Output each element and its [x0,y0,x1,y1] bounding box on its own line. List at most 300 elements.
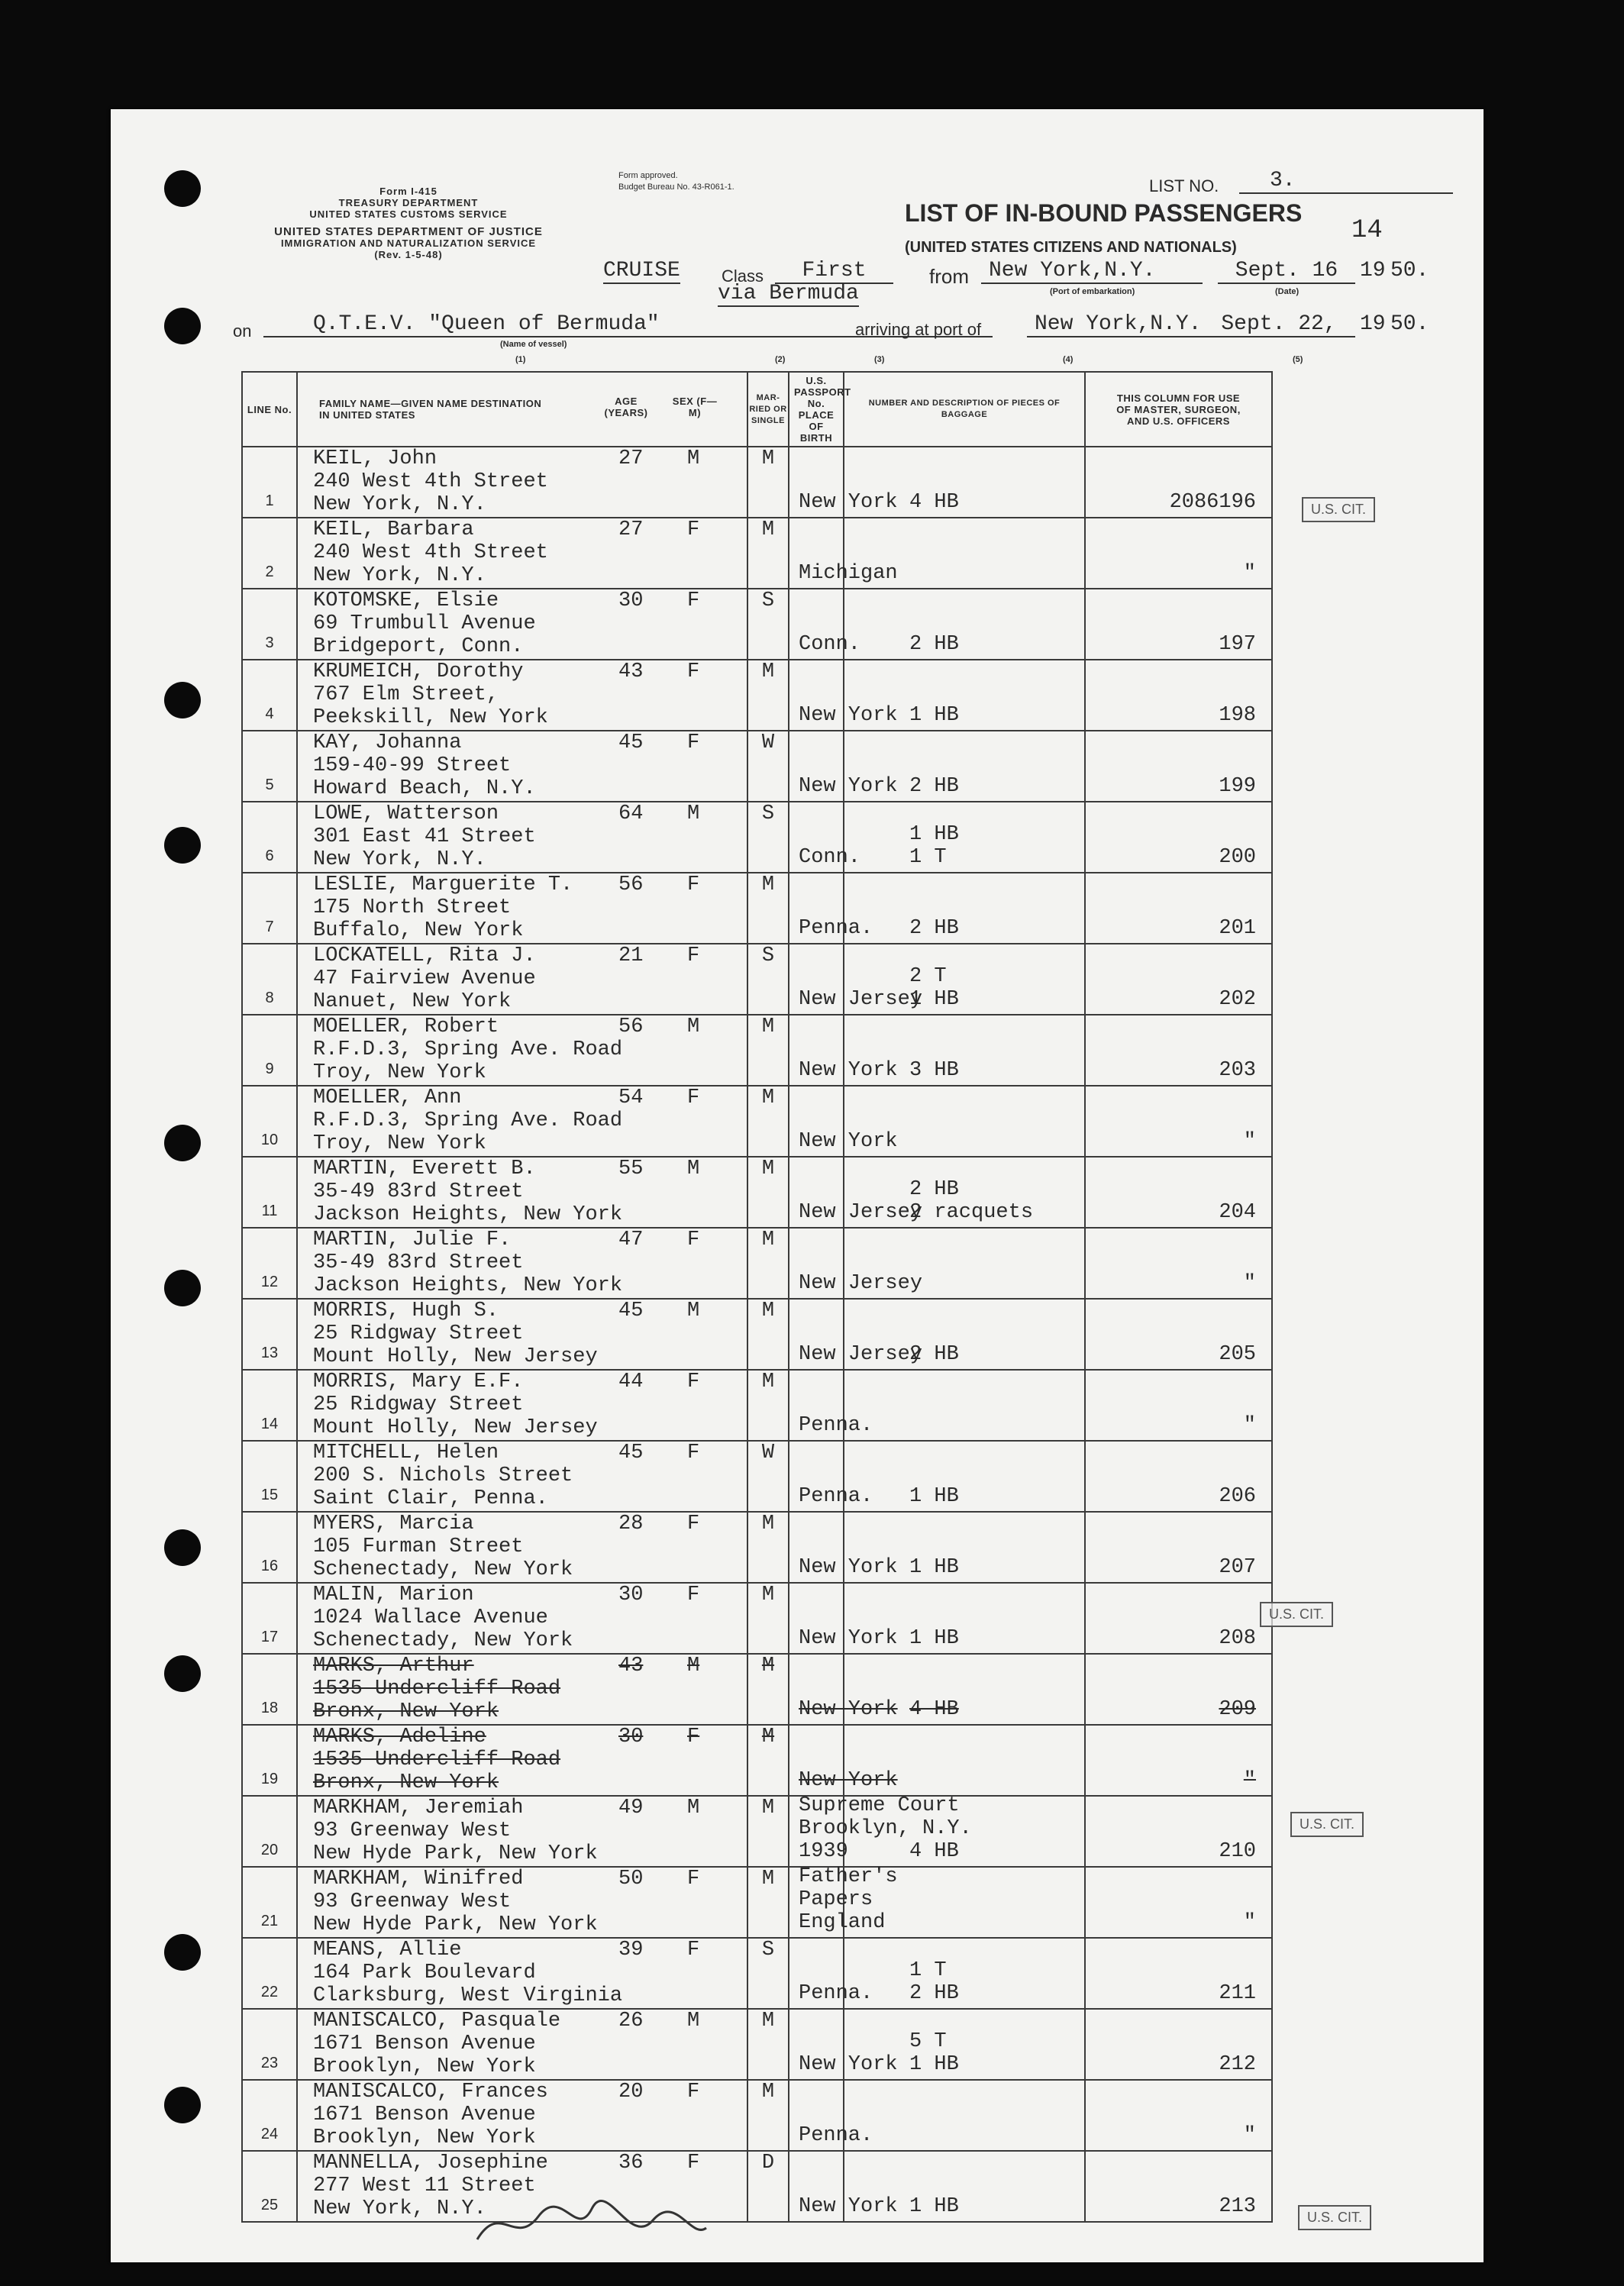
name-stack [313,944,536,1013]
officer-entry: " [1243,2124,1256,2147]
line-number: 18 [260,1700,279,1716]
baggage-cell [844,2080,1085,2151]
birthplace-cell [789,2151,898,2222]
baggage: 1 HB [909,2195,959,2218]
age: 54 [618,1086,644,1109]
line-number: 5 [265,777,274,793]
spacer-cell [1272,873,1454,944]
place-of-birth: New Jersey [799,1201,923,1224]
passenger-table [241,371,1455,2223]
punch-hole [164,1655,201,1692]
officer-entry: 213 [1219,2195,1256,2218]
line-number: 20 [260,1842,279,1858]
birthplace-cell [789,589,861,660]
name-cell [297,1512,747,1583]
age: 55 [618,1158,644,1180]
line-number-cell [242,1370,297,1441]
baggage-cell [844,731,1085,802]
line-number: 6 [265,848,274,864]
port-of-embarkation: New York,N.Y. [981,259,1203,284]
baggage: 1 HB [909,1485,959,1508]
line-number: 14 [260,1416,279,1432]
birthplace-cell [789,1441,873,1512]
spacer-cell [1272,2080,1454,2151]
spacer-cell [1272,1086,1454,1157]
marital-cell [747,1938,789,2009]
officer-signature [470,2186,714,2255]
name-stack [313,1726,560,1794]
marital-status: M [761,1868,775,1890]
sex: F [687,873,700,896]
col-header-married: MAR-RIED OR SINGLE [747,372,789,447]
line-number: 16 [260,1558,279,1574]
name-cell [297,802,747,873]
marital-cell [747,1441,789,1512]
marital-cell [747,944,789,1015]
address-line-1: R.F.D.3, Spring Ave. Road [313,1109,623,1132]
age: 39 [618,1939,644,1962]
birthplace-cell [789,944,923,1015]
baggage: 2 HB 2 racquets [909,1178,1034,1224]
address-line-1: 47 Fairview Avenue [313,967,536,990]
marital-cell [747,1370,789,1441]
name-stack [313,1300,598,1368]
place-of-birth: New York [799,704,898,727]
table-row [242,1796,1454,1867]
name-cell [297,589,747,660]
line-number: 13 [260,1345,279,1361]
marital-cell [747,589,789,660]
birthplace-cell [789,731,898,802]
spacer-cell [1272,2009,1454,2080]
line-number-cell [242,2009,297,2080]
passenger-name: KEIL, Barbara [313,518,474,541]
birthplace-cell [789,873,873,944]
marital-status: M [761,1229,775,1251]
passenger-name: MARKS, Adeline [313,1726,486,1748]
line-number-cell [242,1583,297,1654]
address-line-1: 301 East 41 Street [313,825,536,848]
form-number: Form I-415 [379,186,437,197]
col-num-1: (1) [515,355,526,364]
line-number-cell [242,1299,297,1370]
line-number-cell [242,1867,297,1938]
officer-entry: 212 [1219,2053,1256,2076]
punch-hole [164,170,201,207]
marital-status: D [761,2152,775,2175]
line-number: 15 [260,1487,279,1503]
address-line-2: Bronx, New York [313,1771,499,1794]
officer-cell [1085,1441,1272,1512]
birthplace-cell [789,660,898,731]
marital-cell [747,1299,789,1370]
place-of-birth: Father's Papers England [799,1865,898,1934]
departure-date: Sept. 16 [1218,259,1355,284]
address-line-1: 105 Furman Street [313,1535,524,1558]
table-row [242,518,1454,589]
spacer-cell [1272,1370,1454,1441]
sex: F [687,2152,700,2175]
age: 45 [618,731,644,754]
marital-cell [747,2151,789,2222]
address-line-1: 200 S. Nichols Street [313,1464,573,1487]
address-line-1: 25 Ridgway Street [313,1322,524,1345]
address-line-1: R.F.D.3, Spring Ave. Road [313,1038,623,1061]
line-number-cell [242,589,297,660]
marital-status: M [761,447,775,470]
marital-status: S [761,944,775,967]
officer-cell [1085,660,1272,731]
passenger-name: MYERS, Marcia [313,1513,474,1535]
table-row [242,1938,1454,2009]
spacer-cell [1272,731,1454,802]
marital-status: M [761,1371,775,1393]
marital-cell [747,802,789,873]
marital-cell [747,1654,789,1725]
table-row [242,944,1454,1015]
birthplace-cell [789,1228,923,1299]
baggage-cell [844,944,1085,1015]
name-stack [313,873,573,942]
passenger-name: LOWE, Watterson [313,802,499,825]
address-line-2: Schenectady, New York [313,1558,573,1581]
address-line-2: New York, N.Y. [313,2197,486,2220]
ins-label: IMMIGRATION AND NATURALIZATION SERVICE [280,237,537,249]
line-number-cell [242,944,297,1015]
baggage: 1 HB 1 T [909,823,959,869]
marital-status: M [761,1300,775,1322]
passenger-name: KOTOMSKE, Elsie [313,589,499,612]
officer-entry: 199 [1219,775,1256,798]
passenger-name: MEANS, Allie [313,1939,462,1962]
officer-cell [1085,2151,1272,2222]
line-number-cell [242,1725,297,1796]
age: 27 [618,447,644,470]
marital-cell [747,1015,789,1086]
address-line-1: 93 Greenway West [313,1819,512,1842]
justice-label: UNITED STATES DEPARTMENT OF JUSTICE [274,225,543,238]
officer-cell [1085,1086,1272,1157]
baggage-cell [844,1583,1085,1654]
departure-year: 50. [1390,259,1429,283]
table-row [242,873,1454,944]
line-number: 10 [260,1132,279,1148]
place-of-birth: New York [799,1059,898,1082]
passenger-name: MITCHELL, Helen [313,1442,499,1464]
officer-cell [1085,1654,1272,1725]
sex: F [687,1442,700,1464]
line-number: 24 [260,2126,279,2142]
age: 30 [618,1726,644,1748]
baggage: 1 HB [909,1627,959,1650]
sex: F [687,2081,700,2104]
baggage-cell [844,1938,1085,2009]
birthplace-cell [789,1654,898,1725]
birthplace-cell [789,802,861,873]
arriving-label: arriving at port of [855,320,982,339]
marital-status: M [761,1797,775,1819]
marital-status: M [761,2010,775,2033]
passenger-name: MARTIN, Everett B. [313,1158,536,1180]
passenger-name: MARKHAM, Winifred [313,1868,524,1890]
port-embark-caption: (Port of embarkation) [1050,287,1135,296]
col-num-4: (4) [1063,355,1074,364]
officer-cell [1085,1299,1272,1370]
marital-status: S [761,1939,775,1962]
table-row [242,1299,1454,1370]
age: 56 [618,1015,644,1038]
address-line-1: 175 North Street [313,896,512,919]
baggage: 4 HB [909,491,959,514]
baggage-cell [844,1015,1085,1086]
age: 21 [618,944,644,967]
col-header-name-text: FAMILY NAME—GIVEN NAME DESTINATION IN UNITED STATES [319,398,542,421]
punch-hole [164,682,201,718]
table-row [242,1228,1454,1299]
col-header-sex: SEX (F—M) [672,396,718,418]
line-number: 7 [265,919,274,935]
us-citizen-stamp: U.S. CIT. [1260,1602,1333,1627]
spacer-cell [1272,660,1454,731]
baggage-cell [844,1654,1085,1725]
name-cell [297,1583,747,1654]
col-num-3: (3) [874,355,885,364]
via-route: via Bermuda [718,282,859,305]
address-line-1: 767 Elm Street, [313,683,499,706]
form-approval [618,170,735,193]
line-number: 11 [261,1203,278,1219]
table-row [242,2080,1454,2151]
name-cell [297,1299,747,1370]
place-of-birth: Conn. [799,846,861,869]
name-cell [297,1086,747,1157]
marital-cell [747,1583,789,1654]
spacer-cell [1272,944,1454,1015]
address-line-2: Saint Clair, Penna. [313,1487,548,1510]
address-line-2: Buffalo, New York [313,919,524,942]
spacer-cell [1272,1512,1454,1583]
name-cell [297,1015,747,1086]
officer-cell [1085,589,1272,660]
line-number-cell [242,1938,297,2009]
officer-cell [1085,1370,1272,1441]
sex: M [687,1015,700,1038]
line-number: 19 [260,1771,279,1787]
age: 45 [618,1442,644,1464]
officer-entry: " [1243,562,1256,585]
birthplace-cell [789,1015,898,1086]
name-stack [313,1229,622,1297]
marital-status: S [761,802,775,825]
table-row [242,1370,1454,1441]
sex: F [687,518,700,541]
passenger-name: MORRIS, Hugh S. [313,1300,499,1322]
baggage-cell [844,1512,1085,1583]
baggage-cell [844,2151,1085,2222]
address-line-2: Troy, New York [313,1132,486,1155]
birthplace-cell [789,1299,923,1370]
spacer-cell [1272,1157,1454,1228]
col-header-name [297,372,747,447]
date-caption: (Date) [1275,287,1300,296]
from-label: from [929,265,969,288]
officer-entry: 197 [1219,633,1256,656]
officer-entry: " [1243,1911,1256,1934]
name-cell [297,2009,747,2080]
officer-entry: " [1243,1414,1256,1437]
name-cell [297,1157,747,1228]
place-of-birth: Conn. [799,633,861,656]
officer-cell [1085,1157,1272,1228]
marital-status: M [761,1158,775,1180]
name-cell [297,1441,747,1512]
address-line-2: Jackson Heights, New York [313,1274,623,1297]
line-number-cell [242,1654,297,1725]
birthplace-cell [789,2080,873,2151]
birthplace-cell [789,2009,898,2080]
marital-status: M [761,1513,775,1535]
treasury-label: TREASURY DEPARTMENT [338,197,479,208]
line-number-cell [242,1796,297,1867]
address-line-1: 277 West 11 Street [313,2175,536,2197]
line-number-cell [242,1015,297,1086]
name-cell [297,1654,747,1725]
spacer-cell [1272,1228,1454,1299]
baggage-cell [844,447,1085,518]
address-line-2: Jackson Heights, New York [313,1203,623,1226]
year-prefix: 19 [1360,259,1386,283]
officer-cell [1085,731,1272,802]
line-number-cell [242,2151,297,2222]
punch-hole [164,308,201,344]
table-row [242,731,1454,802]
officer-entry: 205 [1219,1343,1256,1366]
line-number-cell [242,1086,297,1157]
baggage: 2 HB [909,633,959,656]
spacer-cell [1272,1299,1454,1370]
baggage-cell [844,1299,1085,1370]
marital-status: M [761,518,775,541]
name-stack [313,1086,622,1155]
marital-cell [747,2009,789,2080]
age: 44 [618,1371,644,1393]
baggage: 2 HB [909,917,959,940]
officer-entry: 204 [1219,1201,1256,1224]
baggage-cell [844,802,1085,873]
approved-label: Form approved. [618,171,678,180]
marital-cell [747,1157,789,1228]
arrival-date: Sept. 22, [1203,312,1355,337]
passenger-name: KEIL, John [313,447,437,470]
sex: F [687,1513,700,1535]
baggage-cell [844,1867,1085,1938]
col-num-5: (5) [1293,355,1303,364]
spacer-cell [1272,518,1454,589]
line-number-cell [242,1441,297,1512]
spacer-cell [1272,1867,1454,1938]
line-number: 17 [260,1629,279,1645]
passenger-name: MOELLER, Robert [313,1015,499,1038]
marital-cell [747,1867,789,1938]
place-of-birth: Michigan [799,562,898,585]
table-header-row [242,372,1454,447]
address-line-1: 25 Ridgway Street [313,1393,524,1416]
officer-cell [1085,1867,1272,1938]
place-of-birth: Supreme Court Brooklyn, N.Y. 1939 [799,1794,972,1863]
marital-cell [747,1086,789,1157]
age: 43 [618,1655,644,1677]
age: 20 [618,2081,644,2104]
name-stack [313,1655,560,1723]
table-row [242,1015,1454,1086]
line-number: 9 [265,1061,274,1077]
passenger-name: KAY, Johanna [313,731,462,754]
baggage-cell [844,1157,1085,1228]
name-stack [313,731,536,800]
officer-entry: " [1243,1130,1256,1153]
name-stack [313,660,548,729]
col-num-2: (2) [775,355,786,364]
table-row [242,1654,1454,1725]
form-title: LIST OF IN-BOUND PASSENGERS [905,199,1303,227]
name-stack [313,1015,622,1084]
baggage-cell [844,518,1085,589]
passenger-name: MARTIN, Julie F. [313,1229,512,1251]
place-of-birth: New York [799,1556,898,1579]
agency-header [241,186,576,260]
us-citizen-stamp: U.S. CIT. [1290,1812,1364,1837]
col-header-line-no: LINE No. [242,372,297,447]
age: 28 [618,1513,644,1535]
address-line-1: 1535 Undercliff Road [313,1748,561,1771]
table-row [242,802,1454,873]
form-subtitle: (UNITED STATES CITIZENS AND NATIONALS) [905,239,1237,256]
officer-entry: " [1243,1769,1256,1792]
baggage-cell [844,660,1085,731]
name-stack [313,802,536,871]
baggage-cell [844,873,1085,944]
age: 47 [618,1229,644,1251]
age: 49 [618,1797,644,1819]
officer-entry: 201 [1219,917,1256,940]
passenger-name: MANISCALCO, Frances [313,2081,548,2104]
baggage: 5 T 1 HB [909,2030,959,2076]
officer-entry: 208 [1219,1627,1256,1650]
line-number-cell [242,1228,297,1299]
birthplace-cell [789,1583,898,1654]
line-number-cell [242,731,297,802]
officer-cell [1085,1228,1272,1299]
baggage-cell [844,2009,1085,2080]
line-number-cell [242,447,297,518]
address-line-2: New York, N.Y. [313,564,486,587]
baggage: 1 HB [909,704,959,727]
name-cell [297,1867,747,1938]
marital-cell [747,873,789,944]
table-row [242,1157,1454,1228]
spacer-cell [1272,1938,1454,2009]
officer-entry: 211 [1219,1982,1256,2005]
place-of-birth: Penna. [799,917,873,940]
name-cell [297,944,747,1015]
officer-cell [1085,1796,1272,1867]
sex: F [687,1868,700,1890]
officer-entry: 198 [1219,704,1256,727]
line-number: 4 [265,705,274,722]
birthplace-cell [789,447,898,518]
punch-hole [164,2087,201,2123]
address-line-2: Mount Holly, New Jersey [313,1345,598,1368]
